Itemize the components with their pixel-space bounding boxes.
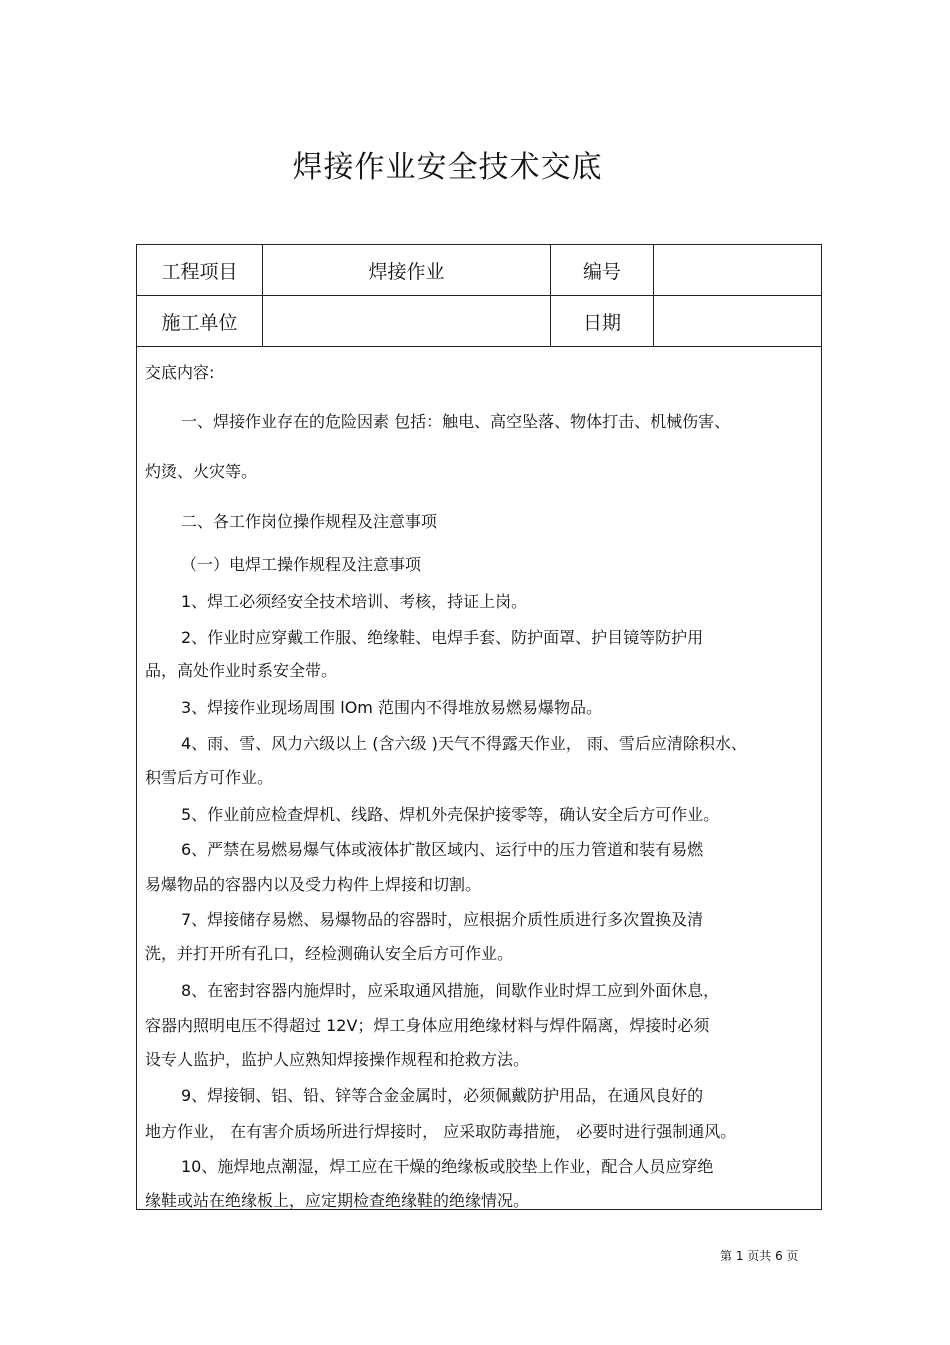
unit-value: [263, 296, 551, 346]
content-line: 品，高处作业时系安全带。: [145, 661, 338, 680]
content-heading: 交底内容:: [145, 363, 215, 382]
header-row-unit: [137, 296, 821, 347]
content-line: 缘鞋或站在绝缘板上，应定期检查绝缘鞋的绝缘情况。: [145, 1191, 530, 1210]
project-value: 焊接作业: [263, 245, 551, 295]
content-line: 6、严禁在易燃易爆气体或液体扩散区域内、运行中的压力管道和装有易燃: [181, 840, 704, 859]
content-line: 9、焊接铜、铝、铅、锌等合金金属时，必须佩戴防护用品，在通风良好的: [181, 1086, 704, 1105]
page-number: 第 1 页共 6 页: [720, 1249, 799, 1263]
project-label: 工程项目: [137, 245, 263, 295]
unit-label: 施工单位: [137, 296, 263, 346]
content-line: 2、作业时应穿戴工作服、绝缘鞋、电焊手套、防护面罩、护目镜等防护用: [181, 628, 704, 647]
content-line: （一）电焊工操作规程及注意事项: [181, 555, 422, 574]
content-line: 8、在密封容器内施焊时，应采取通风措施，间歇作业时焊工应到外面休息，: [181, 981, 720, 1000]
content-line: 10、施焊地点潮湿，焊工应在干燥的绝缘板或胶垫上作业，配合人员应穿绝: [181, 1157, 714, 1176]
content-line: 地方作业， 在有害介质场所进行焊接时， 应采取防毒措施， 必要时进行强制通风。: [145, 1122, 737, 1141]
content-line: 5、作业前应检查焊机、线路、焊机外壳保护接零等，确认安全后方可作业。: [181, 805, 720, 824]
number-value: [654, 245, 821, 295]
date-label: 日期: [551, 296, 654, 346]
date-value: [654, 296, 821, 346]
content-line: 4、雨、雪、风力六级以上 (含六级 )天气不得露天作业， 雨、雪后应清除积水、: [181, 734, 747, 753]
content-line: 二、各工作岗位操作规程及注意事项: [181, 512, 438, 531]
content-line: 1、焊工必须经安全技术培训、考核，持证上岗。: [181, 592, 528, 611]
content-line: 容器内照明电压不得超过 12V；焊工身体应用绝缘材料与焊件隔离，焊接时必须: [145, 1016, 710, 1035]
header-row-project: [137, 245, 821, 296]
content-line: 洗，并打开所有孔口，经检测确认安全后方可作业。: [145, 944, 514, 963]
disclosure-form: [136, 244, 822, 1210]
content-line: 灼烫、火灾等。: [145, 462, 258, 481]
document-title: 焊接作业安全技术交底: [292, 150, 603, 185]
content-line: 设专人监护，监护人应熟知焊接操作规程和抢救方法。: [145, 1050, 530, 1069]
content-line: 易爆物品的容器内以及受力构件上焊接和切割。: [145, 875, 482, 894]
content-line: 积雪后方可作业。: [145, 768, 274, 787]
number-label: 编号: [551, 245, 654, 295]
content-line: 一、焊接作业存在的危险因素 包括：触电、高空坠落、物体打击、机械伤害、: [181, 412, 731, 431]
content-line: 7、焊接储存易燃、易爆物品的容器时，应根据介质性质进行多次置换及清: [181, 910, 704, 929]
content-line: 3、焊接作业现场周围 lOm 范围内不得堆放易燃易爆物品。: [181, 698, 602, 717]
